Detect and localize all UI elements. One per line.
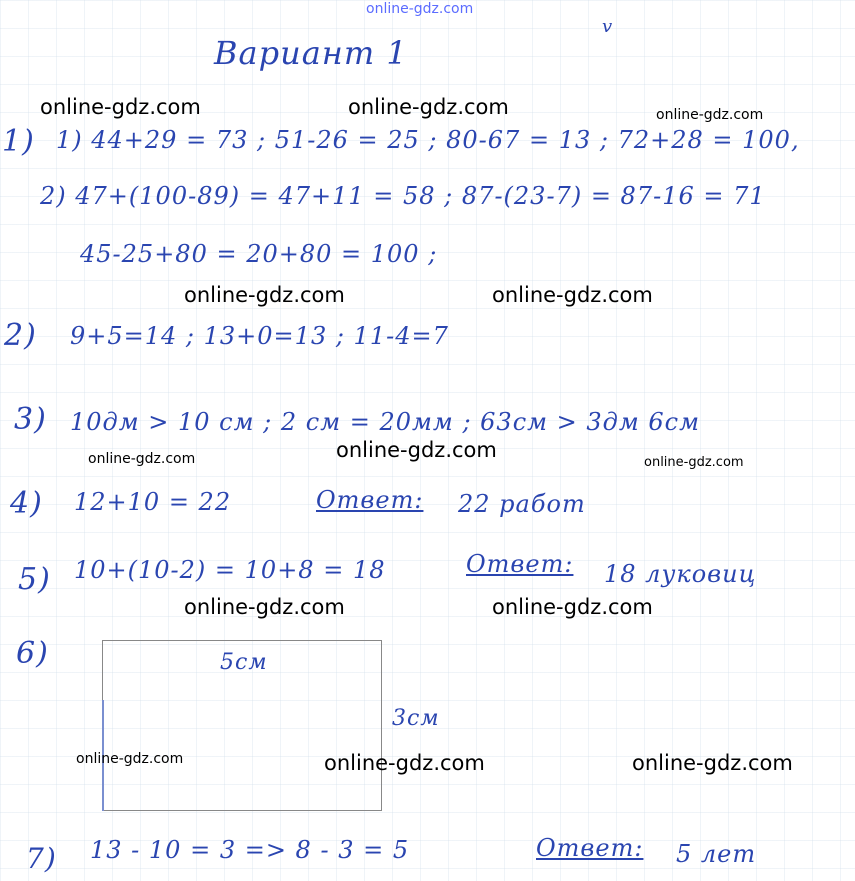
- rectangle-height-label: 3см: [392, 706, 440, 731]
- task-5-answer-label: Ответ:: [466, 550, 574, 578]
- watermark: online-gdz.com: [336, 438, 497, 462]
- task-4-text: 12+10 = 22: [74, 488, 232, 516]
- task-1-line-1: 1) 44+29 = 73 ; 51-26 = 25 ; 80-67 = 13 ; 72+28 = 100,: [56, 126, 800, 154]
- watermark: online-gdz.com: [324, 751, 485, 775]
- task-2-text: 9+5=14 ; 13+0=13 ; 11-4=7: [70, 322, 449, 350]
- task-7-text: 13 - 10 = 3 => 8 - 3 = 5: [90, 836, 410, 864]
- watermark: online-gdz.com: [492, 283, 653, 307]
- check-mark: v: [602, 16, 614, 37]
- watermark: online-gdz.com: [632, 751, 793, 775]
- task-7-answer-label: Ответ:: [536, 834, 644, 862]
- task-5-number: 5): [18, 562, 51, 597]
- task-3-number: 3): [14, 402, 47, 437]
- task-4-answer-label: Ответ:: [316, 486, 424, 514]
- task-5-answer: 18 луковиц: [604, 560, 757, 588]
- watermark: online-gdz.com: [88, 451, 196, 467]
- task-2-number: 2): [4, 318, 37, 353]
- variant-title: Вариант 1: [214, 34, 408, 72]
- watermark: online-gdz.com: [348, 95, 509, 119]
- watermark: online-gdz.com: [644, 455, 744, 470]
- watermark: online-gdz.com: [40, 95, 201, 119]
- task-3-text: 10дм > 10 см ; 2 см = 20мм ; 63см > 3дм 6см: [70, 408, 701, 436]
- task-7-answer: 5 лет: [676, 840, 757, 868]
- watermark: online-gdz.com: [184, 283, 345, 307]
- site-link[interactable]: online-gdz.com: [366, 1, 474, 17]
- task-1-line-3: 45-25+80 = 20+80 = 100 ;: [80, 240, 438, 268]
- task-1-line-2: 2) 47+(100-89) = 47+11 = 58 ; 87-(23-7) = 87-16 = 71: [40, 182, 766, 210]
- task-6-number: 6): [16, 636, 49, 671]
- watermark: online-gdz.com: [492, 595, 653, 619]
- watermark: online-gdz.com: [184, 595, 345, 619]
- watermark: online-gdz.com: [656, 107, 764, 123]
- task-5-text: 10+(10-2) = 10+8 = 18: [74, 556, 386, 584]
- task-1-number: 1): [2, 124, 35, 159]
- task-4-number: 4): [10, 486, 43, 521]
- rectangle-width-label: 5см: [220, 650, 268, 675]
- task-4-answer: 22 работ: [458, 490, 586, 518]
- task-7-number: 7): [26, 842, 57, 875]
- watermark: online-gdz.com: [76, 751, 184, 767]
